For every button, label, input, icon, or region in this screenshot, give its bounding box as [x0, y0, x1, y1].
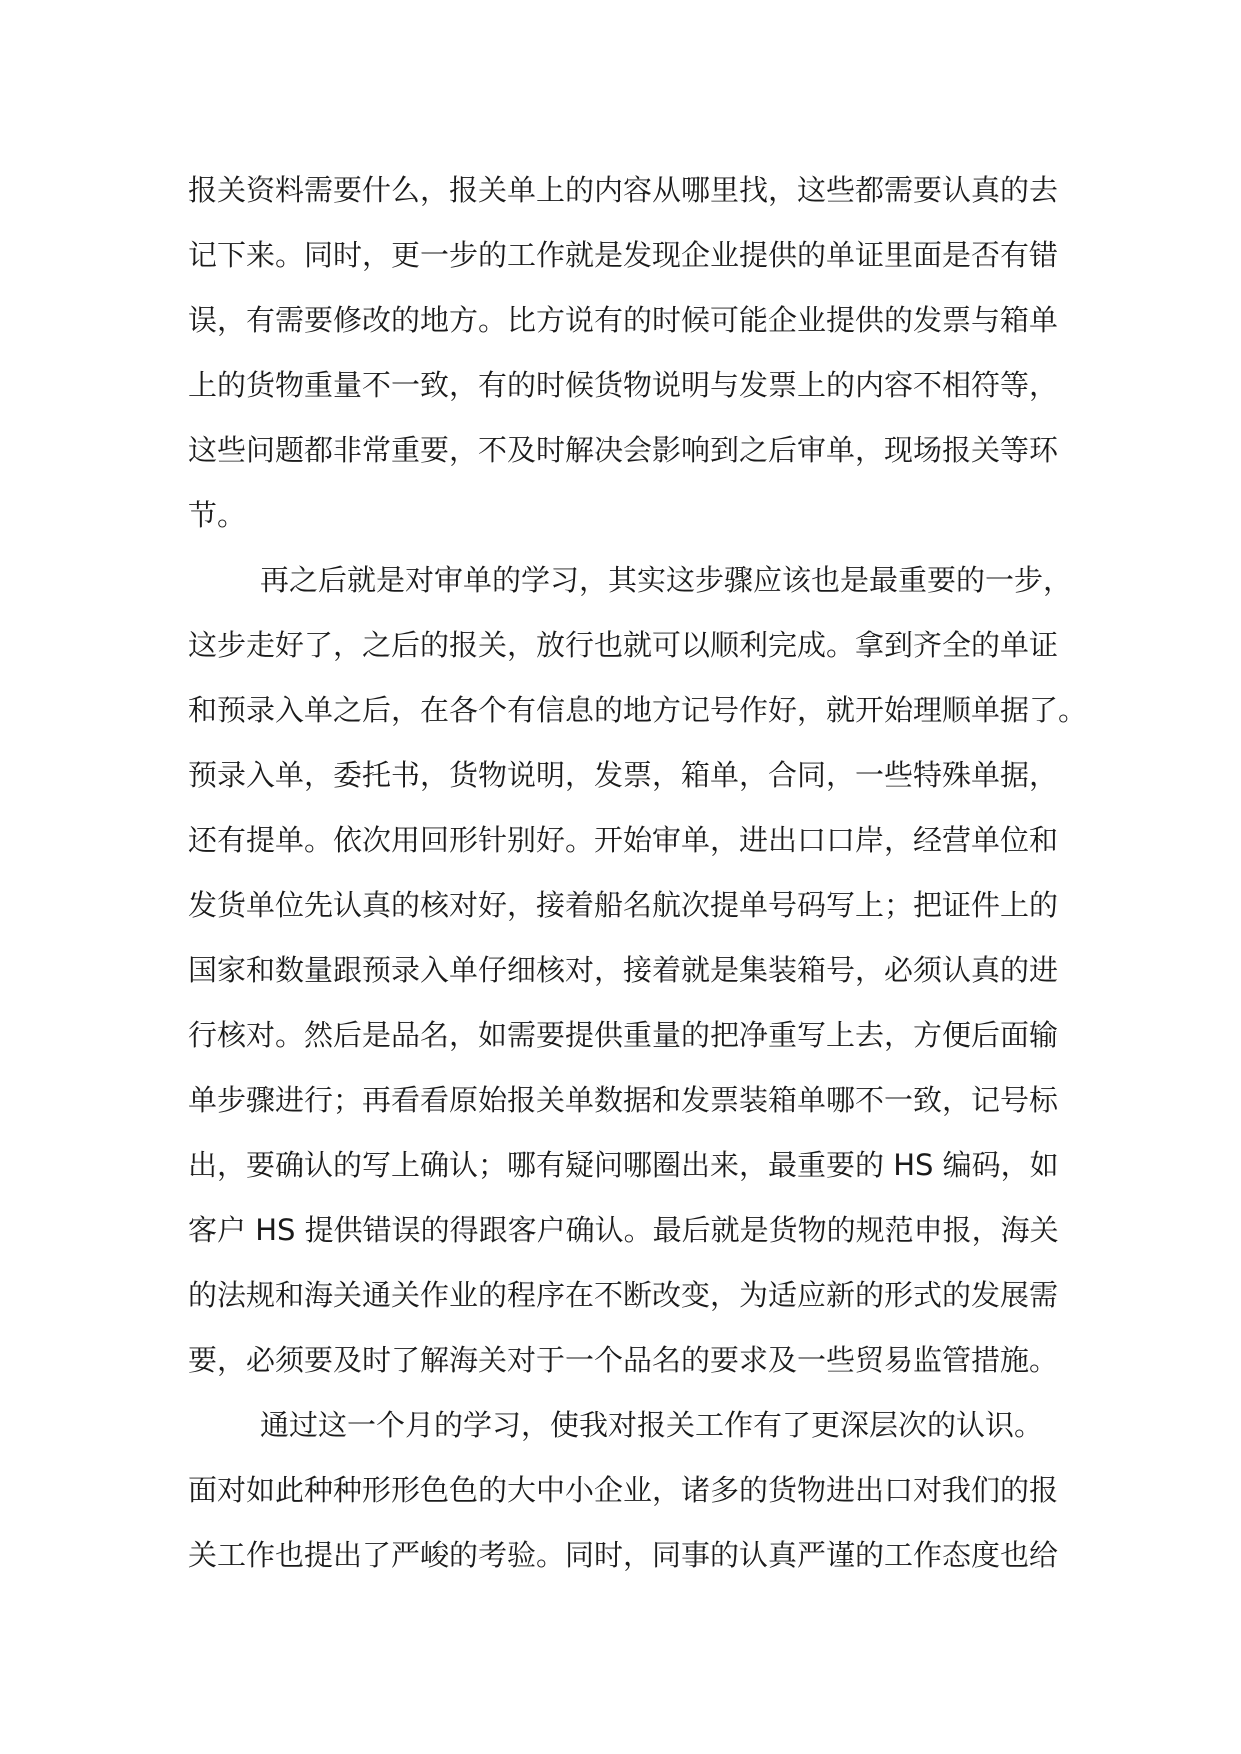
text-line: 国家和数量跟预录入单仔细核对，接着就是集装箱号，必须认真的进 — [188, 953, 1059, 987]
text-line: 这步走好了，之后的报关，放行也就可以顺利完成。拿到齐全的单证 — [188, 628, 1059, 662]
text-line: 还有提单。依次用回形针别好。开始审单，进出口口岸，经营单位和 — [188, 823, 1059, 857]
text-line: 关工作也提出了严峻的考验。同时，同事的认真严谨的工作态度也给 — [188, 1538, 1059, 1572]
body-text — [188, 158, 1088, 1588]
text-line: 单步骤进行；再看看原始报关单数据和发票装箱单哪不一致，记号标 — [188, 1083, 1059, 1117]
paragraph-first-line: 通过这一个月的学习，使我对报关工作有了更深层次的认识。 — [260, 1408, 1044, 1442]
text-line: 行核对。然后是品名，如需要提供重量的把净重写上去，方便后面输 — [188, 1018, 1059, 1052]
text-line: 这些问题都非常重要，不及时解决会影响到之后审单，现场报关等环 — [188, 433, 1059, 467]
paragraph-first-line: 再之后就是对审单的学习，其实这步骤应该也是最重要的一步， — [260, 563, 1073, 597]
text-line: 预录入单，委托书，货物说明，发票，箱单，合同，一些特殊单据， — [188, 758, 1059, 792]
text-line: 节。 — [188, 498, 247, 532]
text-line: 报关资料需要什么，报关单上的内容从哪里找，这些都需要认真的去 — [188, 173, 1059, 207]
text-line: 的法规和海关通关作业的程序在不断改变，为适应新的形式的发展需 — [188, 1278, 1059, 1312]
text-line: 客户 HS 提供错误的得跟客户确认。最后就是货物的规范申报，海关 — [188, 1213, 1059, 1247]
text-line: 误，有需要修改的地方。比方说有的时候可能企业提供的发票与箱单 — [188, 303, 1059, 337]
text-line: 出，要确认的写上确认；哪有疑问哪圈出来，最重要的 HS 编码，如 — [188, 1148, 1059, 1182]
text-line: 记下来。同时，更一步的工作就是发现企业提供的单证里面是否有错 — [188, 238, 1059, 272]
text-line: 和预录入单之后，在各个有信息的地方记号作好，就开始理顺单据了。 — [188, 693, 1088, 727]
text-line: 面对如此种种形形色色的大中小企业，诸多的货物进出口对我们的报 — [188, 1473, 1059, 1507]
text-line: 要，必须要及时了解海关对于一个品名的要求及一些贸易监管措施。 — [188, 1343, 1059, 1377]
text-line: 发货单位先认真的核对好，接着船名航次提单号码写上；把证件上的 — [188, 888, 1059, 922]
text-line: 上的货物重量不一致，有的时候货物说明与发票上的内容不相符等， — [188, 368, 1059, 402]
